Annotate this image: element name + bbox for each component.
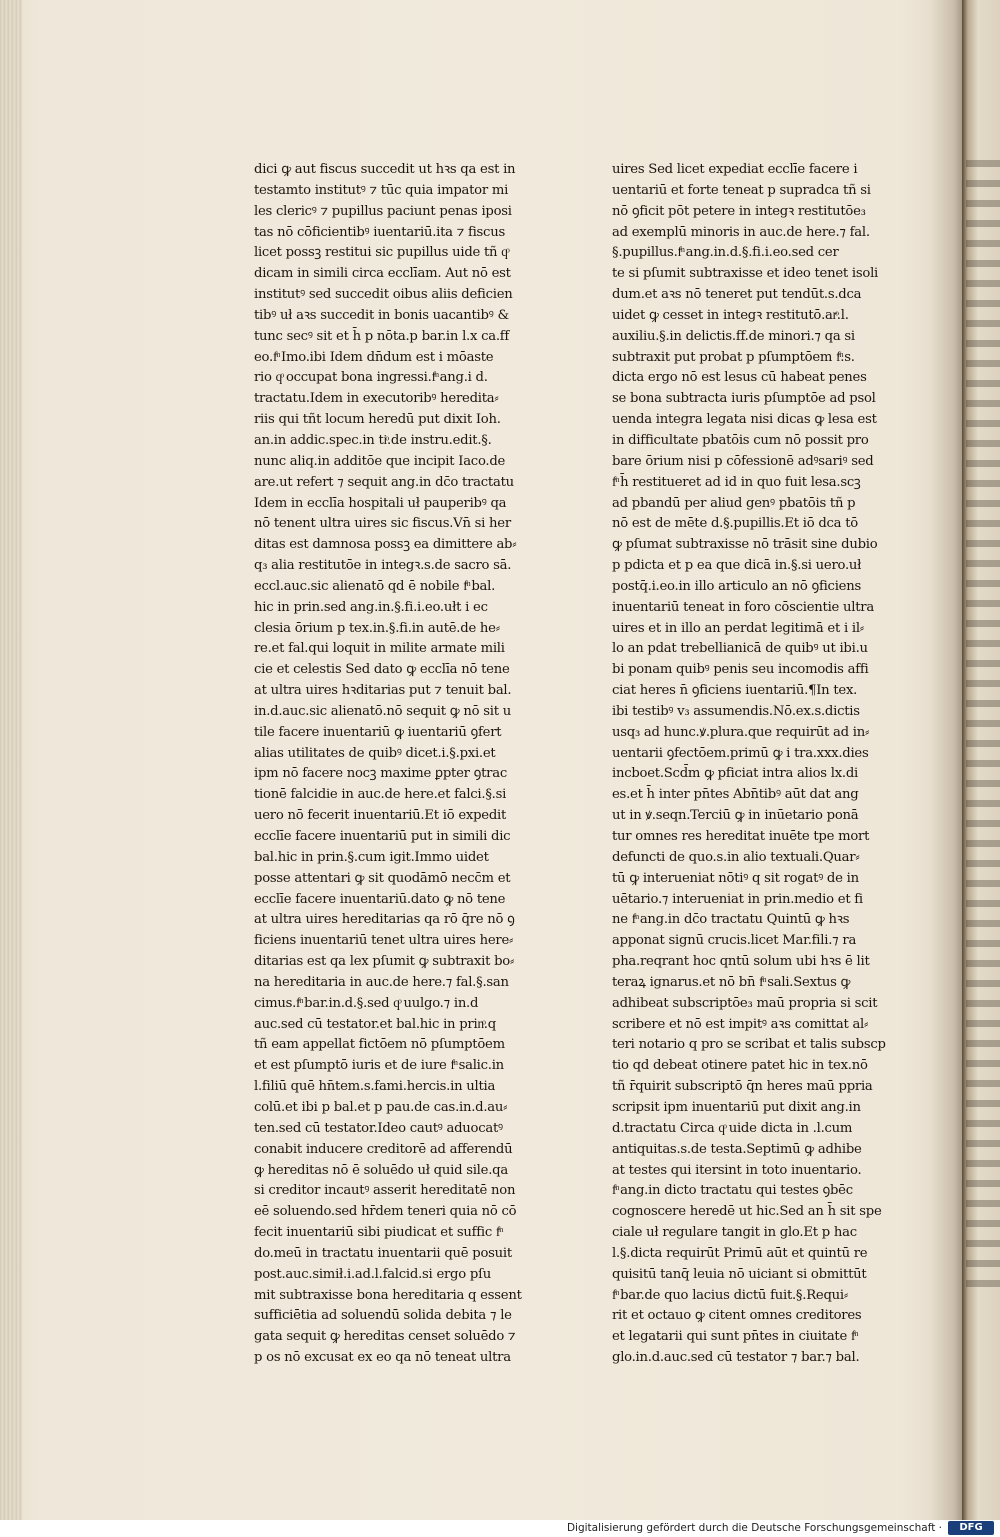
text-line: sufficiētia ad soluendū solida debita ⁊ le xyxy=(254,1308,512,1324)
text-line: ten.sed cū testator.Ideo cautꝰ aduocatꝰ xyxy=(254,1120,503,1136)
text-line: cognoscere heredē ut hic.Sed an h̄ sit spe xyxy=(612,1204,882,1220)
text-line: posse attentari ꝙ sit quodāmō necc̄m et xyxy=(254,870,511,886)
text-column-left xyxy=(254,160,550,1369)
text-line: glo.in.d.auc.sed cū testator ⁊ bar.⁊ bal. xyxy=(612,1350,860,1366)
text-line: in difficultate pbatōis cum nō possit pro xyxy=(612,432,869,448)
text-line: uentarii ꝯfectōem.primū ꝙ i tra.xxx.dies xyxy=(612,745,869,761)
text-line: p os nō excusat ex eo qa nō teneat ultra xyxy=(254,1350,511,1366)
text-line: ut in ꝟ.seqn.Terciū ꝙ in inūetario ponā xyxy=(612,808,859,824)
text-line: l.filiū quē hn̄tem.s.fami.hercis.in ultia xyxy=(254,1079,496,1095)
page-stack-edge xyxy=(0,0,22,1520)
text-line: tas nō cōficientibꝰ iuentariū.ita ⁊ fiscus xyxy=(254,224,505,240)
text-line: antiquitas.s.de testa.Septimū ꝙ adhibe xyxy=(612,1141,862,1157)
text-line: eē soluendo.sed hr̄dem teneri quia nō cō xyxy=(254,1204,517,1220)
text-line: ne fͫ ang.in dc̄o tractatu Quintū ꝙ hꝛs xyxy=(612,912,850,928)
text-line: usq₃ ad hunc.ꝟ.plura.que requirūt ad in⸗ xyxy=(612,724,870,740)
text-line: lo an pdat trebellianicā de quibꝰ ut ibi.u xyxy=(612,641,868,657)
text-line: ꝙ pſumat subtraxisse nō trāsit sine dubio xyxy=(612,537,878,553)
text-line: eccl.auc.sic alienatō qd ē nobile fͫ bal. xyxy=(254,578,496,594)
text-line: tile facere inuentariū ꝙ iuentariū ꝯfert xyxy=(254,724,502,740)
text-line: testamto institutꝰ ⁊ tūc quia impator mi xyxy=(254,182,509,198)
text-line: nunc aliq.in additōe que incipit Iaco.de xyxy=(254,453,506,469)
text-line: rio qͦ occupat bona ingressi.fͫ ang.i d. xyxy=(254,370,488,386)
text-line: at testes qui itersint in toto inuentario. xyxy=(612,1162,862,1178)
text-line: d.tractatu Circa qͦ uide dicta in .l.cum xyxy=(612,1120,853,1136)
text-line: q₃ alia restitutōe in integꝛ.s.de sacro sā. xyxy=(254,558,512,574)
text-line: te si pſumit subtraxisse et ideo tenet isoli xyxy=(612,266,879,282)
text-line: nō est de mēte d.§.pupillis.Et iō dca tō xyxy=(612,516,858,532)
text-line: apponat signū crucis.licet Mar.fili.⁊ ra xyxy=(612,933,857,949)
text-line: quisitū tanq̄ leuia nō uiciant si obmittūt xyxy=(612,1266,867,1282)
text-line: na hereditaria in auc.de here.⁊ fal.§.san xyxy=(254,974,509,990)
text-line: se bona subtracta iuris pſumptōe ad psol xyxy=(612,391,876,407)
text-line: fecit inuentariū sibi piudicat et suffic fͫ xyxy=(254,1225,501,1241)
text-line: tionē falcidie in auc.de here.et falci.§.si xyxy=(254,787,507,803)
footer-bar xyxy=(0,1520,1000,1537)
text-line: dici ꝙ aut fiscus succedit ut hꝛs qa est in xyxy=(254,162,516,177)
text-line: si creditor incautꝰ asserit hereditatē non xyxy=(254,1183,516,1199)
text-line: riis qui tñt locum heredū put dixit Ioh. xyxy=(254,412,501,428)
text-line: eo.fͫ Imo.ibi Idem dn̄dum est i mōaste xyxy=(254,349,494,365)
text-line: at ultra uires hereditarias qa rō q̄re nō ꝯ xyxy=(254,912,515,928)
text-line: colū.et ibi p bal.et p pau.de cas.in.d.au⸗ xyxy=(254,1099,508,1115)
text-line: ditas est damnosa possꝫ ea dimittere ab⸗ xyxy=(254,537,517,553)
text-line: rit et octauo ꝙ citent omnes creditores xyxy=(612,1308,862,1324)
text-line: dum.et aꝛs nō teneret put tendūt.s.dca xyxy=(612,287,862,303)
digitization-credit: Digitalisierung gefördert durch die Deutsche Forschungsgemeinschaft · xyxy=(566,1522,942,1534)
text-line: auc.sed cū testator.et bal.hic in prinͦ.q xyxy=(254,1016,496,1032)
text-line: ecclīe facere inuentariū.dato ꝙ nō tene xyxy=(254,891,506,907)
text-line: mit subtraxisse bona hereditaria q essent xyxy=(254,1287,522,1303)
text-line: les clericꝰ ⁊ pupillus paciunt penas iposi xyxy=(254,203,512,219)
text-line: tunc secꝰ sit et h̄ p nōta.p bar.in l.x ca.ff xyxy=(254,328,510,344)
text-line: ad pbandū per aliud genꝰ pbatōis tñ p xyxy=(612,495,856,511)
text-line: tio qd debeat otinere patet hic in tex.nō xyxy=(612,1058,868,1074)
text-line: ditarias est qa lex pſumit ꝙ subtraxit bo⸗ xyxy=(254,954,515,970)
text-line: teri notario q pro se scribat et talis subscp xyxy=(612,1037,886,1053)
text-line: uires et in illo an perdat legitimā et i il⸗ xyxy=(612,620,864,636)
text-line: ficiens inuentariū tenet ultra uires here⸗ xyxy=(254,933,514,949)
text-line: ꝙ hereditas nō ē soluēdo uł quid sile.qa xyxy=(254,1162,508,1178)
text-line: do.meū in tractatu inuentarii quē posuit xyxy=(254,1245,512,1261)
text-line: conabit inducere creditorē ad afferendū xyxy=(254,1141,513,1157)
text-line: gata sequit ꝙ hereditas censet soluēdo ⁊ xyxy=(254,1329,516,1345)
text-line: cimus.fͫ bar.in.d.§.sed qͦ uulgo.⁊ in.d xyxy=(254,995,479,1011)
text-line: scripsit ipm inuentariū put dixit ang.in xyxy=(612,1099,861,1115)
text-line: §.pupillus.fͫ ang.in.d.§.fi.i.eo.sed cer xyxy=(612,245,839,261)
text-line: dicta ergo nō est lesus cū habeat penes xyxy=(612,370,867,386)
text-line: postq̄.i.eo.in illo articulo an nō ꝯficiens xyxy=(612,578,861,594)
text-line: et legatarii qui sunt pn̄tes in ciuitate fͫ xyxy=(612,1329,856,1345)
text-line: ecclīe facere inuentariū put in simili dic xyxy=(254,829,511,844)
text-line: tñ eam appellat fictōem nō pſumptōem xyxy=(254,1037,505,1053)
text-line: bal.hic in prin.§.cum igit.Immo uidet xyxy=(254,849,489,865)
text-line: uenda integra legata nisi dicas ꝙ lesa est xyxy=(612,412,877,428)
text-line: subtraxit put probat p pſumptōem fͫ.s. xyxy=(612,349,855,365)
text-line: re.et fal.qui loquit in milite armate mili xyxy=(254,641,505,657)
text-line: tractatu.Idem in executoribꝰ heredita⸗ xyxy=(254,391,499,407)
text-line: nō tenent ultra uires sic fiscus.Vn̄ si her xyxy=(254,516,511,532)
text-line: ad exemplū minoris in auc.de here.⁊ fal. xyxy=(612,224,870,240)
text-line: auxiliu.§.in delictis.ff.de minori.⁊ qa si xyxy=(612,328,855,344)
text-line: tū ꝙ interueniat nōtiꝰ q sit rogatꝰ de in xyxy=(612,870,859,886)
text-line: defuncti de quo.s.in alio textuali.Quar⸗ xyxy=(612,849,860,865)
text-line: fͫ h̄ restitueret ad id in quo fuit lesa.scꝫ xyxy=(612,474,861,490)
text-line: uidet ꝙ cesset in integꝛ restitutō.arͦ.l. xyxy=(612,307,849,323)
facing-page-text-fragment xyxy=(966,160,1000,1290)
text-line: dicam in simili circa ecclīam. Aut nō est xyxy=(254,266,511,282)
text-line: uero nō fecerit inuentariū.Et iō expedit xyxy=(254,808,507,824)
text-line: ciat heres n̄ ꝯficiens iuentariū.¶In tex. xyxy=(612,683,858,699)
text-line: adhibeat subscriptōe₃ maū propria si scit xyxy=(612,995,878,1011)
text-line: et est pſumptō iuris et de iure fͫ salic.in xyxy=(254,1058,504,1074)
text-line: in.d.auc.sic alienatō.nō sequit ꝙ nō sit u xyxy=(254,703,511,719)
text-column-right xyxy=(612,160,894,1369)
text-line: es.et h̄ inter pn̄tes Abn̄tibꝰ aūt dat ang xyxy=(612,787,859,803)
text-line: an.in addic.spec.in tiͦ.de instru.edit.§. xyxy=(254,432,492,448)
text-line: fͫ ang.in dicto tractatu qui testes ꝯbēc xyxy=(612,1183,853,1199)
text-line: Idem in ecclīa hospitali uł pauperibꝰ qa xyxy=(254,495,507,511)
text-line: scribere et nō est impitꝰ aꝛs comittat al⸗ xyxy=(612,1016,869,1032)
text-line: at ultra uires hꝛditarias put ⁊ tenuit bal. xyxy=(254,683,512,699)
text-line: cie et celestis Sed dato ꝙ ecclīa nō tene xyxy=(254,662,510,678)
text-line: pha.reqrant hoc qntū solum ubi hꝛs ē lit xyxy=(612,954,870,970)
text-line: are.ut refert ⁊ sequit ang.in dc̄o tractatu xyxy=(254,474,514,490)
text-line: licet possꝫ restitui sic pupillus uide tñ qͦ xyxy=(254,245,508,261)
text-line: fͫ bar.de quo lacius dictū fuit.§.Requi⸗ xyxy=(612,1287,849,1303)
text-line: inuentariū teneat in foro cōscientie ultra xyxy=(612,599,874,615)
text-line: ibi testibꝰ v₃ assumendis.Nō.ex.s.dictis xyxy=(612,703,860,719)
text-line: bi ponam quibꝰ penis seu incomodis affi xyxy=(612,662,869,678)
text-line: tibꝰ uł aꝛs succedit in bonis uacantibꝰ & xyxy=(254,307,509,323)
text-line: uētario.⁊ interueniat in prin.medio et fi xyxy=(612,891,863,907)
text-line: nō ꝯficit pōt petere in integꝛ restitutōe₃ xyxy=(612,203,866,219)
text-line: uentariū et forte teneat p supradca tñ si xyxy=(612,182,871,198)
text-line: tur omnes res hereditat inuēte tpe mort xyxy=(612,829,870,844)
text-line: uires Sed licet expediat ecclīe facere i xyxy=(612,162,858,177)
text-line: incboet.Scd̄m ꝙ pficiat intra alios lx.di xyxy=(612,766,858,782)
text-line: tñ r̄quirit subscriptō q̄n heres maū ppria xyxy=(612,1079,873,1095)
text-line: p pdicta et p ea que dicā in.§.si uero.uł xyxy=(612,558,862,574)
text-line: hic in prin.sed ang.in.§.fi.i.eo.ułt i ec xyxy=(254,599,488,615)
dfg-logo: DFG xyxy=(948,1521,994,1535)
text-line: ipm nō facere nocꝫ maxime ꝑpter ꝯtrac xyxy=(254,766,507,782)
text-line: post.auc.simił.i.ad.l.falcid.si ergo pſu xyxy=(254,1266,491,1282)
text-line: l.§.dicta requirūt Primū aūt et quintū re xyxy=(612,1245,868,1261)
text-line: ciale uł regulare tangit in glo.Et p hac xyxy=(612,1225,857,1241)
text-line: clesia ōrium p tex.in.§.fi.in autē.de he⸗ xyxy=(254,620,500,636)
text-line: teraꝝ ignarus.et nō bn̄ fͫ sali.Sextus ꝙ xyxy=(612,974,851,990)
text-line: institutꝰ sed succedit oibus aliis deficien xyxy=(254,287,513,303)
text-line: bare ōrium nisi p cōfessionē adꝰsariꝰ sed xyxy=(612,453,874,469)
text-line: alias utilitates de quibꝰ dicet.i.§.pxi.et xyxy=(254,745,496,761)
